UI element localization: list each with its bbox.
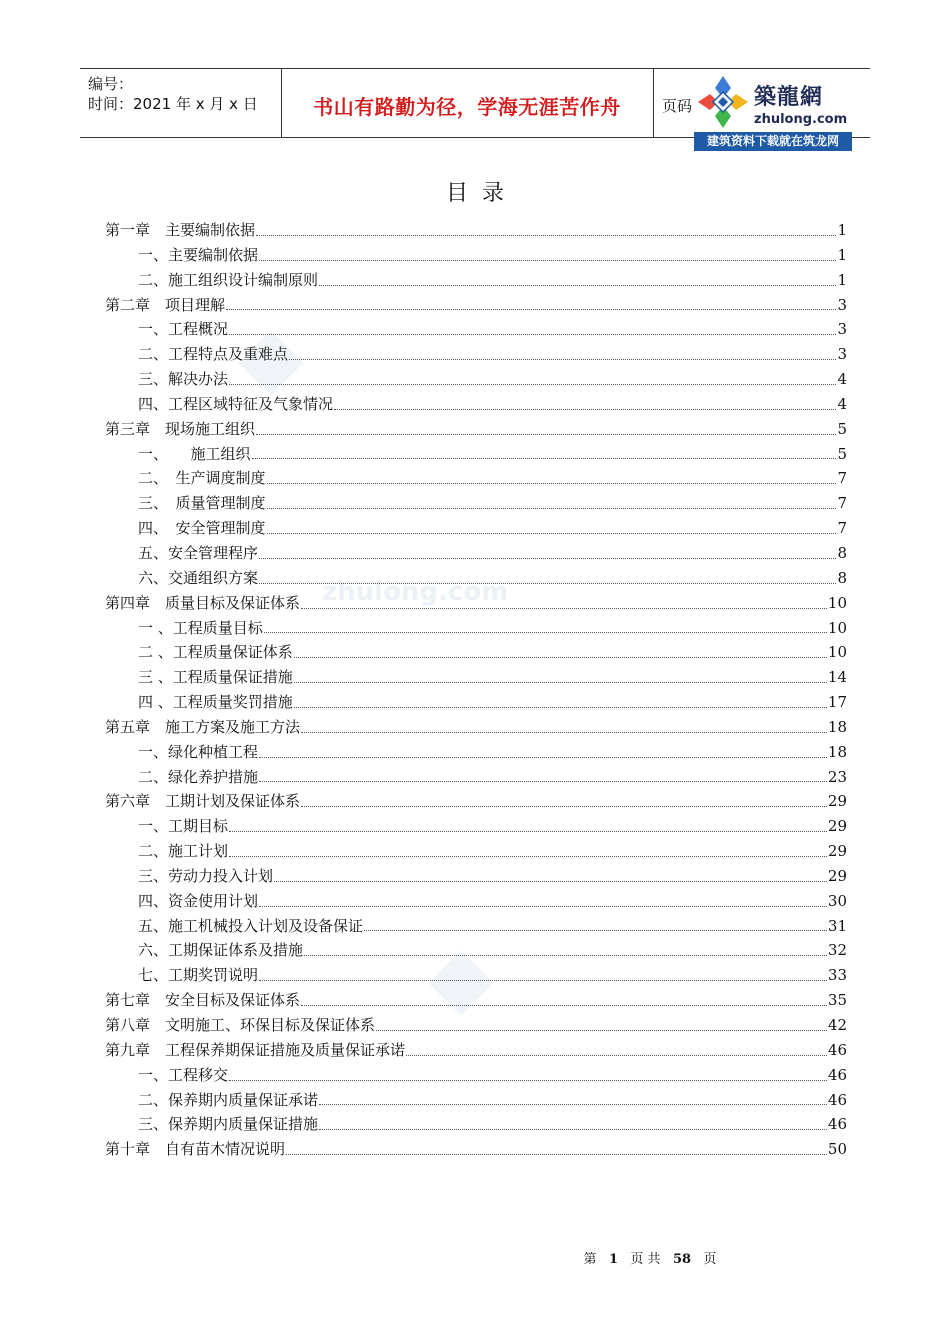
toc-dot-leader	[364, 929, 827, 931]
toc-chapter-entry[interactable]	[105, 1039, 847, 1064]
toc-entry-page: 5	[837, 444, 847, 463]
toc-entry-label: 第四章 质量目标及保证体系	[105, 593, 301, 612]
toc-entry-page: 18	[827, 717, 847, 736]
toc-dot-leader	[289, 358, 836, 360]
toc-entry-label: 二、保养期内质量保证承诺	[138, 1090, 319, 1109]
zhulong-logo	[694, 74, 852, 152]
toc-dot-leader	[294, 656, 827, 658]
toc-entry-page: 42	[827, 1016, 847, 1034]
toc-chapter-entry[interactable]	[105, 1014, 847, 1039]
toc-section-entry[interactable]	[105, 939, 847, 964]
document-number-label: 编号：	[88, 75, 134, 93]
toc-section-entry[interactable]	[105, 865, 847, 890]
header-motto-cell	[281, 69, 654, 137]
toc-dot-leader	[259, 905, 827, 907]
toc-entry-page: 7	[837, 519, 847, 538]
toc-entry-page: 3	[837, 295, 847, 314]
footer-suffix: 页	[703, 1252, 717, 1267]
toc-dot-leader	[294, 706, 827, 708]
toc-dot-leader	[226, 308, 836, 310]
toc-section-entry[interactable]	[105, 964, 847, 989]
toc-dot-leader	[301, 731, 827, 733]
logo-mark-icon	[694, 74, 752, 130]
toc-entry-page: 46	[827, 1040, 847, 1059]
toc-section-entry[interactable]	[105, 467, 847, 492]
motto-text: 书山有路勤为径，学海无涯苦作舟	[313, 95, 621, 119]
table-of-contents	[105, 219, 847, 1163]
toc-section-entry[interactable]	[105, 492, 847, 517]
watermark-text: zhulong.com	[322, 577, 509, 607]
toc-dot-leader	[259, 557, 836, 559]
toc-entry-page: 50	[827, 1140, 847, 1159]
toc-entry-page: 23	[827, 767, 847, 786]
toc-entry-page: 29	[827, 817, 847, 836]
toc-dot-leader	[229, 855, 827, 857]
toc-chapter-entry[interactable]	[105, 790, 847, 815]
toc-entry-page: 30	[827, 891, 847, 910]
toc-dot-leader	[229, 1079, 827, 1081]
toc-section-entry[interactable]	[105, 542, 847, 567]
toc-entry-label: 三、保养期内质量保证措施	[138, 1115, 319, 1134]
toc-dot-leader	[274, 880, 827, 882]
toc-entry-label: 五、施工机械投入计划及设备保证	[138, 916, 364, 935]
toc-dot-leader	[267, 507, 837, 509]
toc-chapter-entry[interactable]	[105, 716, 847, 741]
toc-entry-page: 1	[837, 245, 847, 264]
toc-entry-page: 46	[827, 1115, 847, 1134]
toc-dot-leader	[259, 582, 836, 584]
toc-dot-leader	[252, 457, 837, 459]
toc-entry-label: 四、工程区域特征及气象情况	[138, 394, 334, 413]
toc-entry-page: 29	[827, 792, 847, 811]
toc-entry-label: 第七章 安全目标及保证体系	[105, 991, 301, 1010]
toc-section-entry[interactable]	[105, 318, 847, 343]
toc-dot-leader	[259, 979, 827, 981]
toc-entry-label: 六、工期保证体系及措施	[138, 941, 304, 960]
toc-section-entry[interactable]	[105, 244, 847, 269]
toc-entry-label: 二 、工程质量保证体系	[138, 643, 293, 662]
toc-entry-label: 二、 生产调度制度	[138, 469, 266, 488]
toc-section-entry[interactable]	[105, 915, 847, 940]
toc-entry-label: 一 、工程质量目标	[138, 618, 263, 637]
toc-section-entry[interactable]	[105, 840, 847, 865]
toc-dot-leader	[294, 681, 827, 683]
logo-name: 築龍網	[754, 84, 824, 110]
toc-entry-label: 二、施工计划	[138, 842, 229, 861]
toc-section-entry[interactable]	[105, 741, 847, 766]
toc-entry-label: 三 、工程质量保证措施	[138, 668, 293, 687]
toc-entry-label: 第十章 自有苗木情况说明	[105, 1140, 286, 1159]
toc-entry-page: 29	[827, 842, 847, 861]
toc-section-entry[interactable]	[105, 1113, 847, 1138]
footer-total-pages: 58	[672, 1252, 692, 1267]
toc-entry-label: 四、资金使用计划	[138, 891, 259, 910]
toc-section-entry[interactable]	[105, 343, 847, 368]
toc-entry-label: 一、绿化种植工程	[138, 742, 259, 761]
toc-entry-label: 第六章 工期计划及保证体系	[105, 792, 301, 811]
toc-entry-label: 二、绿化养护措施	[138, 767, 259, 786]
toc-entry-label: 第九章 工程保养期保证措施及质量保证承诺	[105, 1040, 406, 1059]
toc-section-entry[interactable]	[105, 443, 847, 468]
toc-entry-page: 29	[827, 866, 847, 885]
toc-dot-leader	[229, 383, 836, 385]
toc-chapter-entry[interactable]	[105, 294, 847, 319]
toc-dot-leader	[301, 1004, 827, 1006]
toc-dot-leader	[406, 1054, 827, 1056]
toc-entry-label: 三、劳动力投入计划	[138, 866, 274, 885]
toc-dot-leader	[264, 631, 827, 633]
toc-entry-page: 4	[837, 394, 847, 413]
toc-entry-label: 七、工期奖罚说明	[138, 966, 259, 985]
toc-dot-leader	[319, 1128, 827, 1130]
toc-dot-leader	[267, 532, 837, 534]
toc-entry-page: 8	[837, 568, 847, 587]
toc-dot-leader	[286, 1153, 827, 1155]
toc-entry-label: 四 、工程质量奖罚措施	[138, 693, 293, 712]
toc-section-entry[interactable]	[105, 617, 847, 642]
toc-dot-leader	[301, 607, 827, 609]
toc-dot-leader	[256, 234, 836, 236]
toc-dot-leader	[229, 333, 836, 335]
toc-section-entry[interactable]	[105, 269, 847, 294]
toc-entry-label: 一、 施工组织	[138, 444, 251, 463]
toc-section-entry[interactable]	[105, 691, 847, 716]
page-footer	[0, 1248, 950, 1267]
toc-dot-leader	[376, 1029, 827, 1031]
toc-dot-leader	[319, 1103, 827, 1105]
toc-chapter-entry[interactable]	[105, 989, 847, 1014]
toc-section-entry[interactable]	[105, 517, 847, 542]
toc-entry-page: 33	[827, 966, 847, 985]
toc-entry-page: 31	[827, 916, 847, 935]
toc-entry-page: 10	[827, 643, 847, 662]
toc-entry-label: 三、解决办法	[138, 370, 229, 389]
toc-entry-page: 46	[827, 1090, 847, 1109]
toc-section-entry[interactable]	[105, 368, 847, 393]
toc-entry-page: 3	[837, 320, 847, 339]
toc-entry-label: 五、安全管理程序	[138, 543, 259, 562]
toc-entry-label: 二、施工组织设计编制原则	[138, 270, 319, 289]
toc-entry-label: 三、 质量管理制度	[138, 494, 266, 513]
toc-dot-leader	[267, 482, 837, 484]
toc-dot-leader	[259, 756, 827, 758]
toc-dot-leader	[304, 954, 827, 956]
toc-entry-page: 14	[827, 668, 847, 687]
toc-entry-page: 1	[837, 270, 847, 289]
toc-entry-page: 8	[837, 543, 847, 562]
toc-section-entry[interactable]	[105, 1064, 847, 1089]
toc-entry-page: 46	[827, 1065, 847, 1084]
toc-entry-label: 第三章 现场施工组织	[105, 419, 256, 438]
toc-entry-page: 5	[837, 419, 847, 438]
toc-entry-label: 一、工程移交	[138, 1065, 229, 1084]
toc-title: 目录	[445, 181, 518, 206]
toc-entry-page: 10	[827, 618, 847, 637]
toc-section-entry[interactable]	[105, 815, 847, 840]
toc-entry-page: 32	[827, 941, 847, 960]
toc-entry-label: 六、交通组织方案	[138, 568, 259, 587]
toc-entry-page: 7	[837, 494, 847, 513]
toc-dot-leader	[319, 284, 836, 286]
toc-chapter-entry[interactable]	[105, 592, 847, 617]
toc-chapter-entry[interactable]	[105, 219, 847, 244]
toc-section-entry[interactable]	[105, 1089, 847, 1114]
toc-entry-label: 第一章 主要编制依据	[105, 221, 256, 239]
toc-entry-label: 四、 安全管理制度	[138, 519, 266, 538]
toc-dot-leader	[256, 433, 836, 435]
document-date-label: 时间：2021 年 x 月 x 日	[88, 95, 258, 113]
toc-section-entry[interactable]	[105, 641, 847, 666]
toc-section-entry[interactable]	[105, 393, 847, 418]
toc-entry-page: 35	[827, 991, 847, 1010]
toc-entry-label: 一、工期目标	[138, 817, 229, 836]
header-meta-cell	[80, 69, 282, 137]
footer-current-page: 1	[608, 1252, 618, 1267]
toc-entry-label: 一、主要编制依据	[138, 245, 259, 264]
toc-entry-page: 7	[837, 469, 847, 488]
toc-entry-page: 10	[827, 593, 847, 612]
toc-chapter-entry[interactable]	[105, 418, 847, 443]
toc-dot-leader	[259, 259, 836, 261]
footer-mid: 页 共	[630, 1252, 661, 1267]
toc-dot-leader	[229, 830, 827, 832]
page-number-label: 页码	[662, 97, 693, 115]
toc-chapter-entry[interactable]	[105, 1138, 847, 1163]
toc-entry-label: 第五章 施工方案及施工方法	[105, 717, 301, 736]
toc-section-entry[interactable]	[105, 666, 847, 691]
toc-section-entry[interactable]	[105, 766, 847, 791]
toc-entry-label: 第二章 项目理解	[105, 295, 226, 314]
toc-dot-leader	[334, 408, 836, 410]
toc-entry-label: 一、工程概况	[138, 320, 229, 339]
footer-prefix: 第	[583, 1252, 597, 1267]
toc-entry-page: 1	[837, 221, 847, 239]
toc-entry-page: 17	[827, 693, 847, 712]
toc-dot-leader	[301, 805, 827, 807]
toc-entry-label: 二、工程特点及重难点	[138, 345, 289, 364]
toc-section-entry[interactable]	[105, 567, 847, 592]
logo-domain: zhulong.com	[754, 112, 848, 127]
toc-entry-page: 3	[837, 345, 847, 364]
toc-entry-page: 4	[837, 370, 847, 389]
toc-dot-leader	[259, 780, 827, 782]
toc-entry-page: 18	[827, 742, 847, 761]
toc-entry-label: 第八章 文明施工、环保目标及保证体系	[105, 1016, 376, 1034]
logo-banner: 建筑资料下载就在筑龙网	[694, 132, 852, 151]
toc-section-entry[interactable]	[105, 890, 847, 915]
